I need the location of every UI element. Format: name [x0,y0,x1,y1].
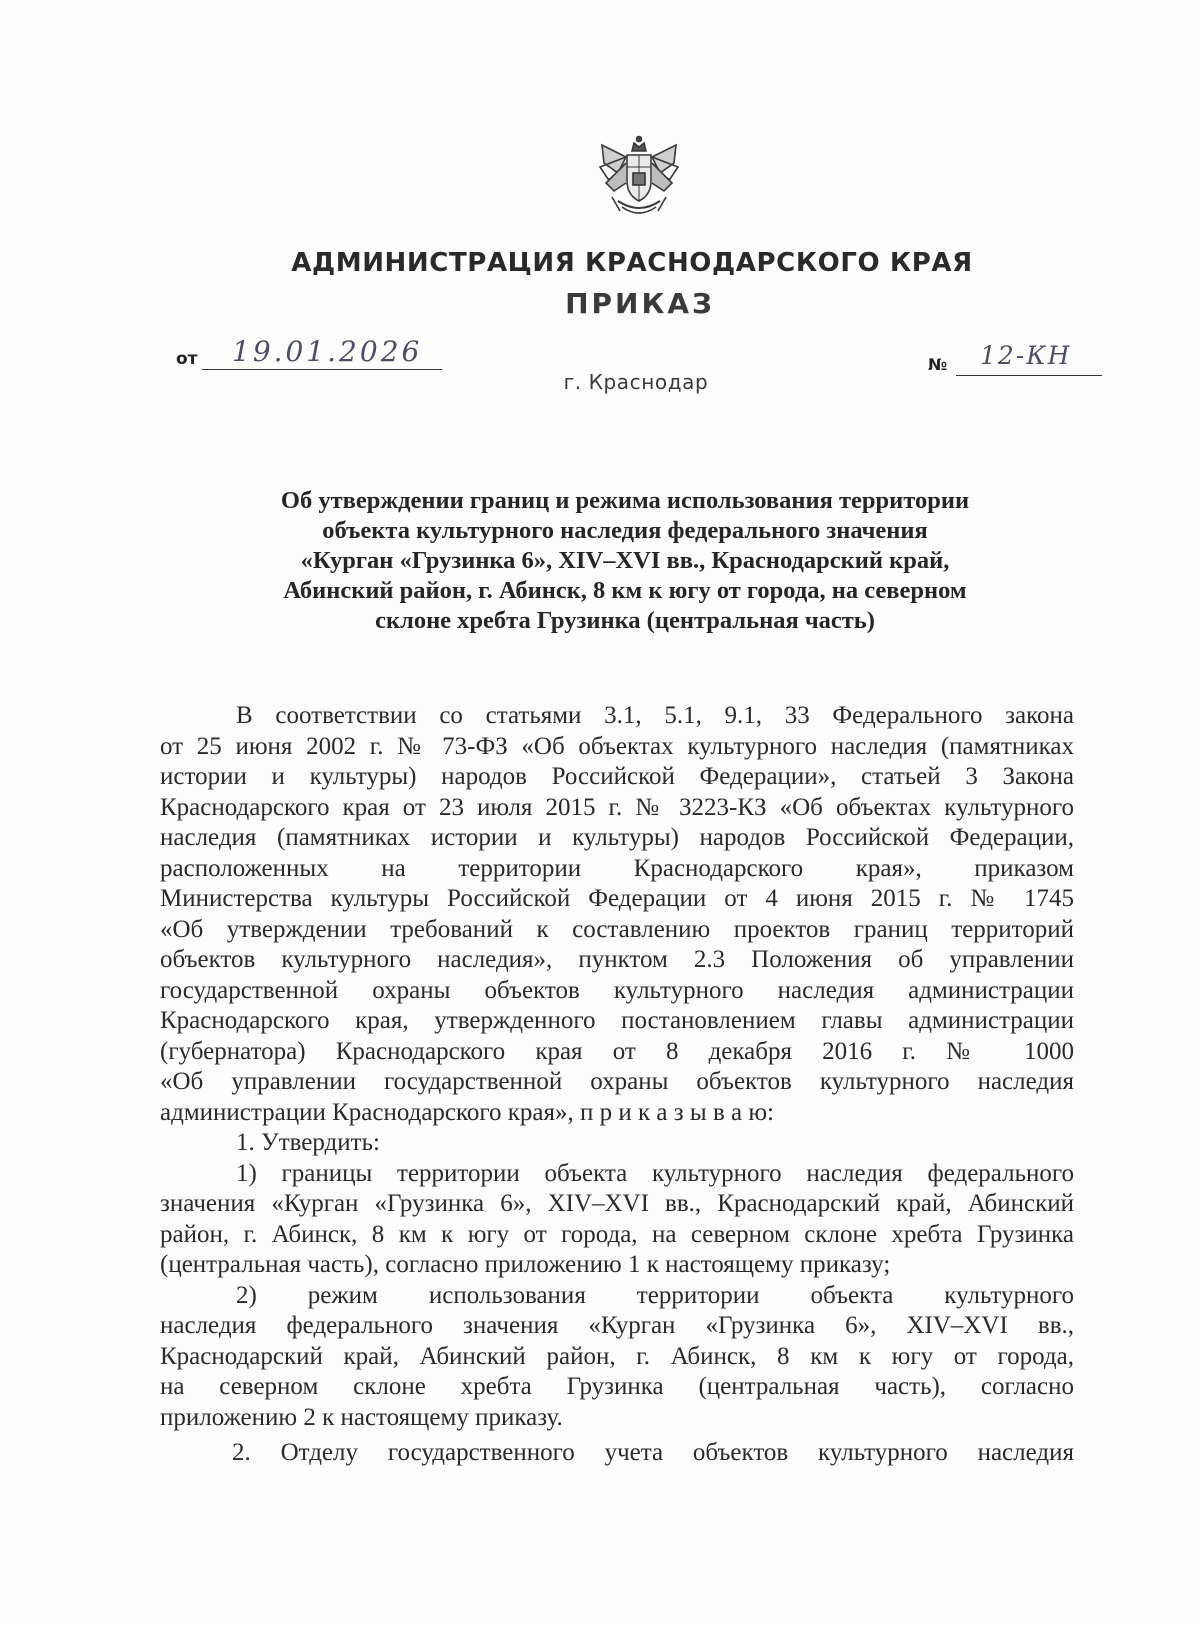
document-type: ПРИКАЗ [565,287,715,320]
body-line: 2. Отделу государственного учета объектов культурного наследия [232,1439,1074,1466]
body-line: расположенных на территории Краснодарского края», приказом [160,854,1074,882]
body-line: администрации Краснодарского края», п р и к а з ы в а ю: [160,1098,774,1126]
body-line: Краснодарского края от 23 июля 2015 г. № 3223-КЗ «Об объектах культурного [160,793,1074,821]
body-line: 2) режим использования территории объекта культурного [236,1281,1074,1309]
title-line: «Курган «Грузинка 6», XIV–XVI вв., Краснодарский край, [300,547,950,574]
body-line: государственной охраны объектов культурного наследия администрации [160,976,1074,1004]
title-line: склоне хребта Грузинка (центральная часть) [375,607,875,634]
date-label: от [176,349,198,369]
body-line: 1. Утвердить: [236,1129,380,1156]
order-body [160,701,1074,1469]
body-line: (центральная часть), согласно приложению 1 к настоящему приказу; [160,1251,891,1278]
body-line: В соответствии со статьями 3.1, 5.1, 9.1, 33 Федерального закона [236,702,1074,729]
body-line: «Об утверждении требований к составлению проектов границ территорий [160,915,1074,943]
body-line: Краснодарский край, Абинский район, г. Абинск, 8 км к югу от города, [160,1342,1074,1370]
body-line: наследия федерального значения «Курган «Грузинка 6», XIV–XVI вв., [160,1312,1074,1339]
body-line: Министерства культуры Российской Федерации от 4 июня 2015 г. № 1745 [160,885,1074,912]
body-line: наследия (памятниках истории и культуры) народов Российской Федерации, [160,824,1074,851]
coat-of-arms-emblem [596,133,682,221]
body-line: Краснодарского края, утвержденного постановлением главы администрации [160,1007,1074,1034]
body-line: на северном склоне хребта Грузинка (центральная часть), согласно [160,1373,1074,1400]
title-line: Абинский район, г. Абинск, 8 км к югу от города, на северном [283,577,967,604]
body-line: «Об управлении государственной охраны объектов культурного наследия [160,1068,1074,1095]
city-name: г. Краснодар [563,370,709,394]
body-line: истории и культуры) народов Российской Федерации», статьей 3 Закона [160,763,1074,790]
body-line: приложению 2 к настоящему приказу. [160,1403,563,1431]
number-handwritten-value: 12-КН [980,341,1072,370]
number-label: № [928,355,948,374]
body-line: от 25 июня 2002 г. № 73-ФЗ «Об объектах культурного наследия (памятниках [160,732,1074,760]
body-line: (губернатора) Краснодарского края от 8 декабря 2016 г. № 1000 [160,1037,1074,1065]
title-line: объекта культурного наследия федерального значения [322,517,928,544]
body-line: 1) границы территории объекта культурного наследия федерального [236,1159,1074,1187]
organization-name: АДМИНИСТРАЦИЯ КРАСНОДАРСКОГО КРАЯ [291,248,973,278]
body-line: район, г. Абинск, 8 км к югу от города, на северном склоне хребта Грузинка [160,1220,1074,1248]
date-handwritten-value: 19.01.2026 [232,335,423,368]
order-title [180,486,1070,636]
title-line: Об утверждении границ и режима использования территории [280,487,970,514]
body-line: значения «Курган «Грузинка 6», XIV–XVI вв., Краснодарский край, Абинский [160,1190,1074,1217]
body-line: объектов культурного наследия», пунктом 2.3 Положения об управлении [160,946,1074,973]
